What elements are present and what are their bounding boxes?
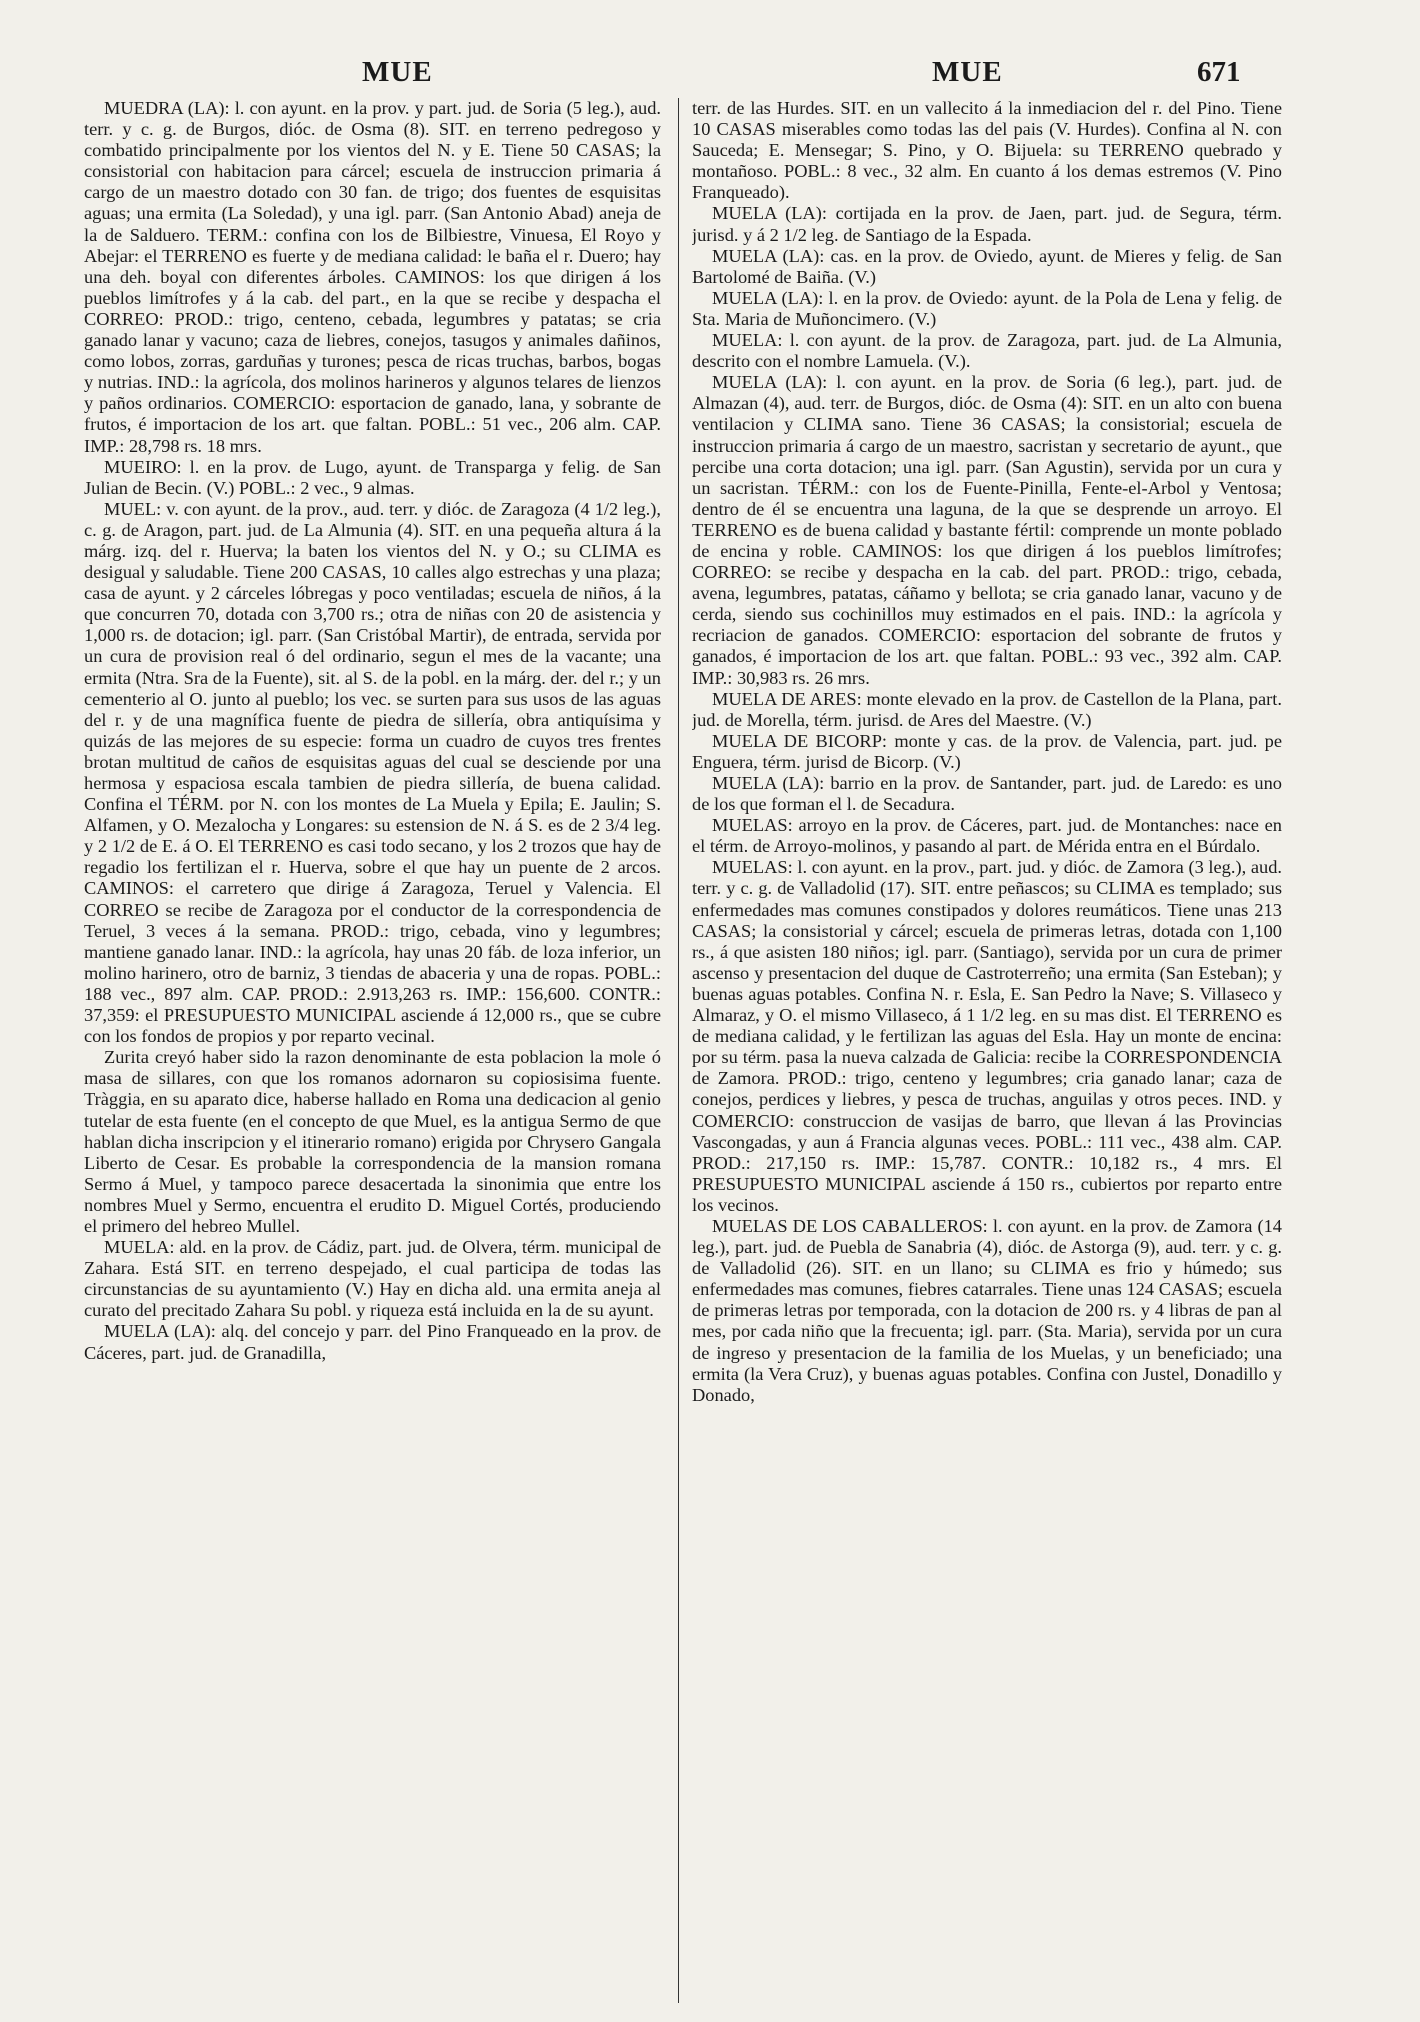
entry-muel: MUEL: v. con ayunt. de la prov., aud. terr. y dióc. de Zaragoza (4 1/2 leg.), c. g. de Aragon, part. jud. de La Almunia (4). SIT. en una pequeña altura á la márg. izq. del r. Huerva; la baten los vientos del N. y O.; su CLIMA es desigual y saludable. Tiene 200 CASAS, 10 calles algo estrechas y una plaza; casa de ayunt. y 2 cárceles lóbregas y poco ventiladas; escuela de niños, á la que concurren 70, dotada con 3,700 rs.; otra de niñas con 20 de asistencia y 1,000 rs. de dotacion; igl. parr. (San Cristóbal Martir), de entrada, servida por un cura de provision real ó del ordinario, segun el mes de la vacante; una ermita (Ntra. Sra de la Fuente), sit. al S. de la pobl. en la márg. der. del r.; y un cementerio al O. junto al pueblo; los vec. se surten para sus usos de las aguas del r. y de una magnífica fuente de piedra de sillería, obra antiquísima y quizás de las mejores de su especie: forma un cuadro de cuyos tres frentes brotan multitud de caños de esquisitas aguas del cual se desciende por una hermosa y espaciosa escala tambien de piedra sillería, de buena calidad. Confina el TÉRM. por N. con los montes de La Muela y Epila; E. Jaulin; S. Alfamen, y O. Mezalocha y Longares: su estension de N. á S. es de 2 3/4 leg. y 2 1/2 de E. á O. El TERRENO es casi todo secano, y los 2 trozos que hay de regadio los fertilizan el r. Huerva, sobre el que hay un puente de 2 arcos. CAMINOS: el carretero que dirige á Zaragoza, Teruel y Valencia. El CORREO se recibe de Zaragoza por el conductor de la correspondencia de Teruel, 3 veces á la semana. PROD.: trigo, cebada, vino y legumbres; mantiene ganado lanar. IND.: la agrícola, hay unas 20 fáb. de loza inferior, un molino harinero, otro de barniz, 3 tiendas de abaceria y una de ropas. POBL.: 188 vec., 897 alm. CAP. PROD.: 2.913,263 rs. IMP.: 156,600. CONTR.: 37,359: el PRESUPUESTO MUNICIPAL asciende á 12,000 rs., que se cubre con los fondos de propios y por reparto vecinal. [84, 498, 661, 1047]
entry-muela-zaragoza: MUELA: l. con ayunt. de la prov. de Zaragoza, part. jud. de La Almunia, descrito con el nombre Lamuela. (V.). [692, 330, 1282, 372]
column-divider [678, 98, 679, 2003]
page-number: 671 [1197, 56, 1241, 88]
entry-muela-santander: MUELA (LA): barrio en la prov. de Santander, part. jud. de Laredo: es uno de los que forman el l. de Secadura. [692, 773, 1282, 815]
entry-muela-jaen: MUELA (LA): cortijada en la prov. de Jaen, part. jud. de Segura, térm. jurisd. y á 2 1/2 leg. de Santiago de la Espada. [692, 203, 1282, 245]
entry-muela-caceres-cont: terr. de las Hurdes. SIT. en un vallecito á la inmediacion del r. del Pino. Tiene 10 CASAS miserables como todas las del pais (V. Hurdes). Confina al N. con Sauceda; E. Mensegar; S. Pino, y O. Bijuela: su TERRENO quebrado y montañoso. POBL.: 8 vec., 32 alm. En cuanto á los demas estremos (V. Pino Franqueado). [692, 98, 1282, 203]
entry-muelas-de-los-caballeros: MUELAS DE LOS CABALLEROS: l. con ayunt. en la prov. de Zamora (14 leg.), part. jud. de Puebla de Sanabria (4), dióc. de Astorga (9), aud. terr. y c. g. de Valladolid (26). SIT. en un llano; su CLIMA es frio y húmedo; sus enfermedades mas comunes, fiebres catarrales. Tiene unas 124 CASAS; escuela de primeras letras por temporada, con la dotacion de 200 rs. y 4 libras de pan al mes, por cada niño que la frecuenta; igl. parr. (Sta. Maria), servida por un cura de ingreso y presentacion de la familia de los Muelas, y un beneficiado; una ermita (la Vera Cruz), y buenas aguas potables. Confina con Justel, Donadillo y Donado, [692, 1215, 1282, 1405]
entry-muelas-zamora: MUELAS: l. con ayunt. en la prov., part. jud. y dióc. de Zamora (3 leg.), aud. terr. y c. g. de Valladolid (17). SIT. entre peñascos; su CLIMA es templado; sus enfermedades mas comunes constipados y dolores reumáticos. Tiene unas 213 CASAS; la consistorial y cárcel; escuela de primeras letras, dotada con 1,100 rs., á que asisten 180 niños; igl. parr. (Santiago), servida por un cura de primer ascenso y presentacion del duque de Castroterreño; una ermita (San Esteban); y buenas aguas potables. Confina N. r. Esla, E. San Pedro la Nave; S. Villaseco y Almaraz, y O. el mismo Villaseco, á 1 1/2 leg. en su mas dist. El TERRENO es de mediana calidad, y le fertilizan las aguas del Esla. Hay un monte de encina: por su térm. pasa la nueva calzada de Galicia: recibe la CORRESPONDENCIA de Zamora. PROD.: trigo, centeno y legumbres; cria ganado lanar; caza de conejos, perdices y liebres, y pesca de truchas, anguilas y otros peces. IND. y COMERCIO: construccion de vasijas de barro, que llevan á las Provincias Vascongadas, y aun á Francia algunas veces. POBL.: 111 vec., 438 alm. CAP. PROD.: 217,150 rs. IMP.: 15,787. CONTR.: 10,182 rs., 4 mrs. El PRESUPUESTO MUNICIPAL asciende á 150 rs., cubiertos por reparto entre los vecinos. [692, 857, 1282, 1215]
running-head [0, 56, 1420, 96]
entry-mueiro: MUEIRO: l. en la prov. de Lugo, ayunt. de Transparga y felig. de San Julian de Becin. (V.) POBL.: 2 vec., 9 almas. [84, 456, 661, 498]
right-column [692, 98, 1282, 2003]
entry-muela-soria: MUELA (LA): l. con ayunt. en la prov. de Soria (6 leg.), part. jud. de Almazan (4), aud. terr. de Burgos, dióc. de Osma (4): SIT. en un alto con buena ventilacion y CLIMA sano. Tiene 36 CASAS; la consistorial; escuela de instruccion primaria á cargo de un maestro, sacristan y secretario de ayunt., que percibe una corta dotacion; una igl. parr. (San Agustin), servida por un cura y un sacristan. TÉRM.: con los de Fuente-Pinilla, Fente-el-Arbol y Ventosa; dentro de él se encuentra una laguna, de la que se desprende un arroyo. El TERRENO es de buena calidad y bastante fértil: comprende un monte poblado de encina y roble. CAMINOS: los que dirigen á los pueblos limítrofes; CORREO: se recibe y despacha en la cab. del part. PROD.: trigo, cebada, avena, legumbres, patatas, cáñamo y bellota; se cria ganado lanar, vacuno y de cerda, siendo sus cochinillos muy estimados en el pais. IND.: la agrícola y recriacion de ganados. COMERCIO: esportacion del sobrante de frutos y ganados, é importacion de los art. que faltan. POBL.: 93 vec., 392 alm. CAP. IMP.: 30,983 rs. 26 mrs. [692, 372, 1282, 688]
entry-muela-de-bicorp: MUELA DE BICORP: monte y cas. de la prov. de Valencia, part. jud. pe Enguera, térm. jurisd de Bicorp. (V.) [692, 730, 1282, 772]
right-headword: MUE [932, 56, 1003, 88]
entry-muelas-arroyo: MUELAS: arroyo en la prov. de Cáceres, part. jud. de Montanches: nace en el térm. de Arroyo-molinos, y pasando al part. de Mérida entra en el Búrdalo. [692, 815, 1282, 857]
entry-muela-de-ares: MUELA DE ARES: monte elevado en la prov. de Castellon de la Plana, part. jud. de Morella, térm. jurisd. de Ares del Maestre. (V.) [692, 688, 1282, 730]
entry-muela-oviedo-lena: MUELA (LA): l. en la prov. de Oviedo: ayunt. de la Pola de Lena y felig. de Sta. Maria de Muñoncimero. (V.) [692, 287, 1282, 329]
left-column [84, 98, 661, 2003]
entry-muedra: MUEDRA (LA): l. con ayunt. en la prov. y part. jud. de Soria (5 leg.), aud. terr. y c. g. de Burgos, dióc. de Osma (8). SIT. en terreno pedregoso y combatido principalmente por los vientos del N. y E. Tiene 50 CASAS; la consistorial con habitacion para cárcel; escuela de instruccion primaria á cargo de un maestro dotado con 30 fan. de trigo; dos fuentes de esquisitas aguas; una ermita (La Soledad), y una igl. parr. (San Antonio Abad) aneja de la de Salduero. TERM.: confina con los de Bilbiestre, Vinuesa, El Royo y Abejar: el TERRENO es fuerte y de mediana calidad: le baña el r. Duero; hay una deh. boyal con diferentes árboles. CAMINOS: los que dirigen á los pueblos limítrofes y á la cab. del part., en la que se recibe y despacha el CORREO: PROD.: trigo, centeno, cebada, legumbres y patatas; se cria ganado lanar y vacuno; caza de liebres, conejos, tasugos y animales dañinos, como lobos, zorras, garduñas y turones; pesca de ricas truchas, barbos, bogas y nutrias. IND.: la agrícola, dos molinos harineros y algunos telares de lienzos y paños ordinarios. COMERCIO: esportacion de ganado, lana, y sobrante de frutos, é importacion de los art. que faltan. POBL.: 51 vec., 206 alm. CAP. IMP.: 28,798 rs. 18 mrs. [84, 98, 661, 456]
left-headword: MUE [362, 56, 433, 88]
entry-muela-caceres-start: MUELA (LA): alq. del concejo y parr. del Pino Franqueado en la prov. de Cáceres, part. jud. de Granadilla, [84, 1321, 661, 1363]
entry-muel-history: Zurita creyó haber sido la razon denominante de esta poblacion la mole ó masa de sillares, con que los romanos adornaron su copiosisima fuente. Tràggia, en su aparato dice, haberse hallado en Roma una dedicacion al genio tutelar de esta fuente (en el concepto de que Muel, es la antigua Sermo de que hablan dicha inscripcion y el itinerario romano) erigida por Chrysero Gangala Liberto de Cesar. Es probable la correspondencia de la mansion romana Sermo á Muel, y tampoco parece desacertada la sinonimia que entre los nombres Muel y Sermo, encuentra el erudito D. Miguel Cortés, produciendo el primero del hebreo Mullel. [84, 1047, 661, 1236]
entry-muela-cadiz: MUELA: ald. en la prov. de Cádiz, part. jud. de Olvera, térm. municipal de Zahara. Está SIT. en terreno despejado, el cual participa de todas las circunstancias de su ayuntamiento (V.) Hay en dicha ald. una ermita aneja al curato del precitado Zahara Su pobl. y riqueza está incluida en la de su ayunt. [84, 1237, 661, 1321]
entry-muela-oviedo-mieres: MUELA (LA): cas. en la prov. de Oviedo, ayunt. de Mieres y felig. de San Bartolomé de Baiña. (V.) [692, 245, 1282, 287]
